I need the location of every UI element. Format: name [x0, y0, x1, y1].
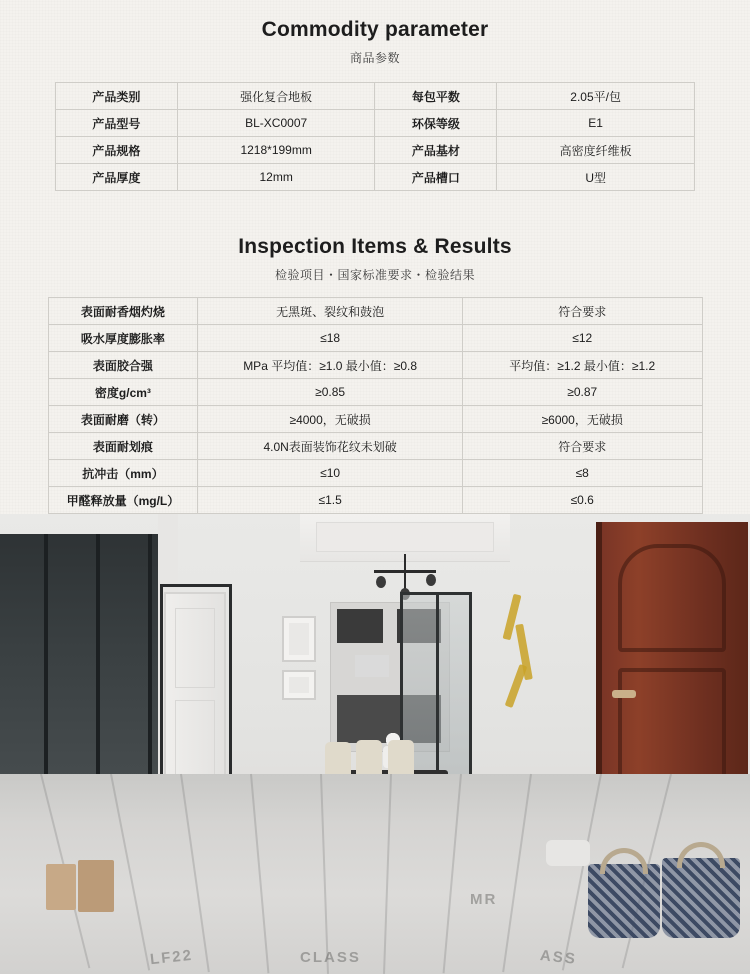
- inspection-result: 平均值：≥1.2 最小值：≥1.2: [462, 352, 702, 379]
- table-row: [56, 164, 695, 191]
- floor-plank-line: [383, 774, 392, 974]
- table-row: [56, 110, 695, 137]
- door-panel: [618, 544, 726, 652]
- wall-picture-frame: [282, 616, 316, 662]
- inspection-item: 表面耐磨（转）: [48, 406, 198, 433]
- paper-bag: [46, 864, 76, 910]
- floor-plank-line: [250, 774, 269, 973]
- door-panel: [175, 608, 215, 688]
- woven-basket: [588, 864, 660, 938]
- floor-plank-line: [443, 774, 462, 973]
- inspection-standard: MPa 平均值：≥1.0 最小值：≥0.8: [198, 352, 463, 379]
- param-label: 每包平数: [375, 83, 497, 110]
- woven-basket: [662, 858, 740, 938]
- floor-plank-line: [110, 774, 150, 971]
- commodity-section-header: [0, 0, 750, 66]
- inspection-result: ≤12: [462, 325, 702, 352]
- wall-picture-frame: [282, 670, 316, 700]
- table-row: [48, 379, 702, 406]
- floor-plank-line: [320, 774, 329, 974]
- floor-plank-line: [502, 774, 532, 972]
- param-value: E1: [497, 110, 695, 137]
- table-row: [48, 433, 702, 460]
- upper-cabinet: [337, 609, 383, 643]
- table-row: [48, 406, 702, 433]
- param-label: 产品厚度: [56, 164, 178, 191]
- lamp-bulb: [426, 574, 436, 586]
- param-label: 产品槽口: [375, 164, 497, 191]
- inspection-result: ≤8: [462, 460, 702, 487]
- ceiling-recess: [316, 522, 494, 552]
- paper-bag: [78, 860, 114, 912]
- param-label: 产品规格: [56, 137, 178, 164]
- inspection-item: 表面耐香烟灼烧: [48, 298, 198, 325]
- floor-watermark: CLASS: [300, 949, 361, 966]
- inspection-item: 甲醛释放量（mg/L）: [48, 487, 198, 514]
- door-handle[interactable]: [612, 690, 636, 698]
- param-label: 产品基材: [375, 137, 497, 164]
- range-hood: [355, 655, 389, 677]
- table-row: [48, 460, 702, 487]
- floor-watermark: MR: [470, 891, 498, 908]
- param-value: 高密度纤维板: [497, 137, 695, 164]
- door-mullion: [436, 595, 439, 774]
- inspection-result: ≤0.6: [462, 487, 702, 514]
- inspection-subtitle: 检验项目・国家标准要求・检验结果: [274, 268, 475, 282]
- param-label: 产品类别: [56, 83, 178, 110]
- inspection-standard: ≤18: [198, 325, 463, 352]
- inspection-title: Inspection Items & Results: [238, 235, 512, 258]
- pendant-lamp-bar: [374, 570, 436, 573]
- inspection-standard: ≥4000，无破损: [198, 406, 463, 433]
- inspection-result: 符合要求: [462, 433, 702, 460]
- commodity-parameter-table: [55, 82, 695, 191]
- table-row: [48, 487, 702, 514]
- inspection-item: 密度g/cm³: [48, 379, 198, 406]
- param-value: 1218*199mm: [177, 137, 375, 164]
- inspection-results-table: [48, 297, 703, 514]
- lamp-bulb: [376, 576, 386, 588]
- param-value: 12mm: [177, 164, 375, 191]
- param-value: BL-XC0007: [177, 110, 375, 137]
- inspection-standard: ≤10: [198, 460, 463, 487]
- inspection-result: ≥6000，无破损: [462, 406, 702, 433]
- table-row: [48, 298, 702, 325]
- table-row: [56, 83, 695, 110]
- inspection-item: 吸水厚度膨胀率: [48, 325, 198, 352]
- commodity-subtitle: 商品参数: [349, 51, 400, 65]
- artwork: [289, 623, 309, 655]
- inspection-standard: 4.0N表面装饰花纹未划破: [198, 433, 463, 460]
- table-row: [48, 352, 702, 379]
- param-value: 强化复合地板: [177, 83, 375, 110]
- param-label: 环保等级: [375, 110, 497, 137]
- inspection-item: 表面胶合强: [48, 352, 198, 379]
- floor-watermark: LF22: [149, 946, 194, 969]
- inspection-standard: ≤1.5: [198, 487, 463, 514]
- inspection-standard: 无黑斑、裂纹和鼓泡: [198, 298, 463, 325]
- commodity-title: Commodity parameter: [261, 18, 489, 41]
- section-gap: [0, 191, 750, 217]
- inspection-section-header: [0, 217, 750, 283]
- inspection-standard: ≥0.85: [198, 379, 463, 406]
- param-value: 2.05平/包: [497, 83, 695, 110]
- interior-room-photo: [0, 514, 750, 974]
- inspection-item: 抗冲击（mm）: [48, 460, 198, 487]
- param-value: U型: [497, 164, 695, 191]
- table-row: [56, 137, 695, 164]
- param-label: 产品型号: [56, 110, 178, 137]
- floor-watermark: ASS: [539, 947, 578, 968]
- inspection-result: 符合要求: [462, 298, 702, 325]
- inspection-result: ≥0.87: [462, 379, 702, 406]
- artwork: [289, 677, 309, 693]
- table-row: [48, 325, 702, 352]
- inspection-item: 表面耐划痕: [48, 433, 198, 460]
- cushion: [546, 840, 590, 866]
- floor-plank-line: [180, 774, 210, 972]
